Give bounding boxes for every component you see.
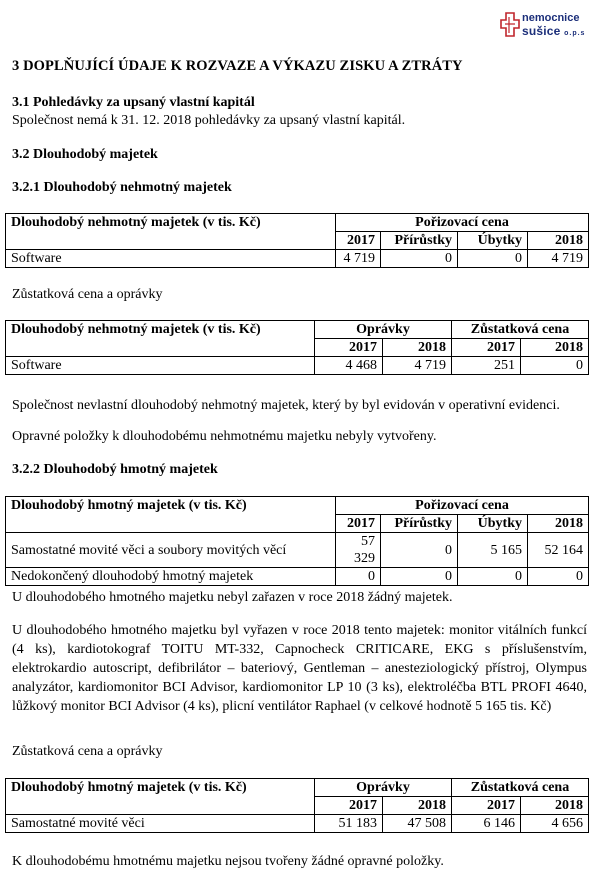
table-row <box>6 533 589 568</box>
logo-text <box>522 12 585 40</box>
row-label: Software <box>6 250 336 268</box>
table-label: Dlouhodobý nehmotný majetek (v tis. Kč) <box>6 321 315 357</box>
heading-3-2-2: 3.2.2 Dlouhodobý hmotný majetek <box>12 462 218 477</box>
table-label: Dlouhodobý nehmotný majetek (v tis. Kč) <box>6 214 336 250</box>
row-label: Samostatné movité věci <box>6 815 315 833</box>
cell: 4 468 <box>315 357 383 375</box>
col-header: 2018 <box>521 339 589 357</box>
col-header: 2017 <box>315 797 383 815</box>
cell: 0 <box>521 357 589 375</box>
subcaption-intangible: Zůstatková cena a oprávky <box>12 287 163 302</box>
cell: 4 719 <box>528 250 589 268</box>
group-header: Zůstatková cena <box>452 321 589 339</box>
logo-suffix: o.p.s <box>564 30 586 37</box>
cell: 0 <box>458 250 528 268</box>
cell: 0 <box>336 568 381 586</box>
cell: 52 164 <box>528 533 589 568</box>
group-header: Oprávky <box>315 779 452 797</box>
group-header: Oprávky <box>315 321 452 339</box>
tangible-acquisition-table <box>5 496 589 586</box>
cell: 0 <box>458 568 528 586</box>
paragraph-tangible-1: U dlouhodobého hmotného majetku nebyl zařazen v roce 2018 žádný majetek. <box>12 590 453 605</box>
group-header: Zůstatková cena <box>452 779 589 797</box>
subcaption-tangible: Zůstatková cena a oprávky <box>12 744 163 759</box>
hospital-cross-icon <box>500 12 520 38</box>
heading-3-1: 3.1 Pohledávky za upsaný vlastní kapitál <box>12 95 255 110</box>
col-header: Úbytky <box>458 515 528 533</box>
cell: 4 719 <box>336 250 381 268</box>
col-header: 2018 <box>383 339 452 357</box>
row-label: Samostatné movité věci a soubory movitých věcí <box>6 533 336 568</box>
company-logo <box>500 10 596 50</box>
table-row <box>6 568 589 586</box>
cell: 0 <box>381 250 458 268</box>
col-header: 2018 <box>383 797 452 815</box>
paragraph-tangible-3: K dlouhodobému hmotnému majetku nejsou tvořeny žádné opravné položky. <box>12 854 444 869</box>
paragraph-intangible-2: Opravné položky k dlouhodobému nehmotnému majetku nebyly vytvořeny. <box>12 429 437 444</box>
heading-3-2: 3.2 Dlouhodobý majetek <box>12 147 158 162</box>
col-header: 2017 <box>336 232 381 250</box>
cell: 0 <box>381 533 458 568</box>
cell: 5 165 <box>458 533 528 568</box>
table-row <box>6 357 589 375</box>
table-row <box>6 815 589 833</box>
heading-3-2-1: 3.2.1 Dlouhodobý nehmotný majetek <box>12 180 232 195</box>
col-header: Přírůstky <box>381 515 458 533</box>
group-header: Pořizovací cena <box>336 214 589 232</box>
paragraph-tangible-2: U dlouhodobého hmotného majetku byl vyřazen v roce 2018 tento majetek: monitor vitálních funkcí (4 ks), kardiotokograf TOITU MT-332, Capnocheck CRITICARE, EKG s příslušenstvím, elektrokardio autoscript, defibrilátor – bateriový, Gentleman – anesteziologický přístroj, Olympus analyzátor, kardiomonitor BCI Advisor, kardiomonitor LP 10 (3 ks), elektroléčba BTL PROFI 4640, lůžkový monitor BCI Advisor (4 ks), plicní ventilátor Raphael (v celkové hodnotě 5 165 tis. Kč) <box>12 623 587 714</box>
table-label: Dlouhodobý hmotný majetek (v tis. Kč) <box>6 497 336 533</box>
col-header: 2017 <box>452 797 521 815</box>
row-label: Software <box>6 357 315 375</box>
cell: 51 183 <box>315 815 383 833</box>
cell: 251 <box>452 357 521 375</box>
cell: 6 146 <box>452 815 521 833</box>
table-label: Dlouhodobý hmotný majetek (v tis. Kč) <box>6 779 315 815</box>
intangible-residual-table <box>5 320 589 375</box>
row-label: Nedokončený dlouhodobý hmotný majetek <box>6 568 336 586</box>
section-title: 3 DOPLŇUJÍCÍ ÚDAJE K ROZVAZE A VÝKAZU ZISKU A ZTRÁTY <box>12 58 463 74</box>
tangible-residual-table <box>5 778 589 833</box>
col-header: 2018 <box>528 232 589 250</box>
col-header: 2018 <box>528 515 589 533</box>
cell: 47 508 <box>383 815 452 833</box>
table-row <box>6 250 589 268</box>
cell: 0 <box>528 568 589 586</box>
text-3-1: Společnost nemá k 31. 12. 2018 pohledávky za upsaný vlastní kapitál. <box>12 113 406 128</box>
col-header: 2018 <box>521 797 589 815</box>
cell: 4 719 <box>383 357 452 375</box>
col-header: 2017 <box>336 515 381 533</box>
col-header: Přírůstky <box>381 232 458 250</box>
cell: 4 656 <box>521 815 589 833</box>
cell: 57 329 <box>336 533 381 568</box>
group-header: Pořizovací cena <box>336 497 589 515</box>
logo-line1: nemocnice <box>522 12 580 24</box>
logo-line2 <box>522 25 585 40</box>
logo-name: sušice <box>522 24 561 38</box>
intangible-acquisition-table <box>5 213 589 268</box>
col-header: 2017 <box>315 339 383 357</box>
col-header: Úbytky <box>458 232 528 250</box>
paragraph-intangible-1: Společnost nevlastní dlouhodobý nehmotný majetek, který by byl evidován v operativní evidenci. <box>12 398 560 413</box>
col-header: 2017 <box>452 339 521 357</box>
cell: 0 <box>381 568 458 586</box>
